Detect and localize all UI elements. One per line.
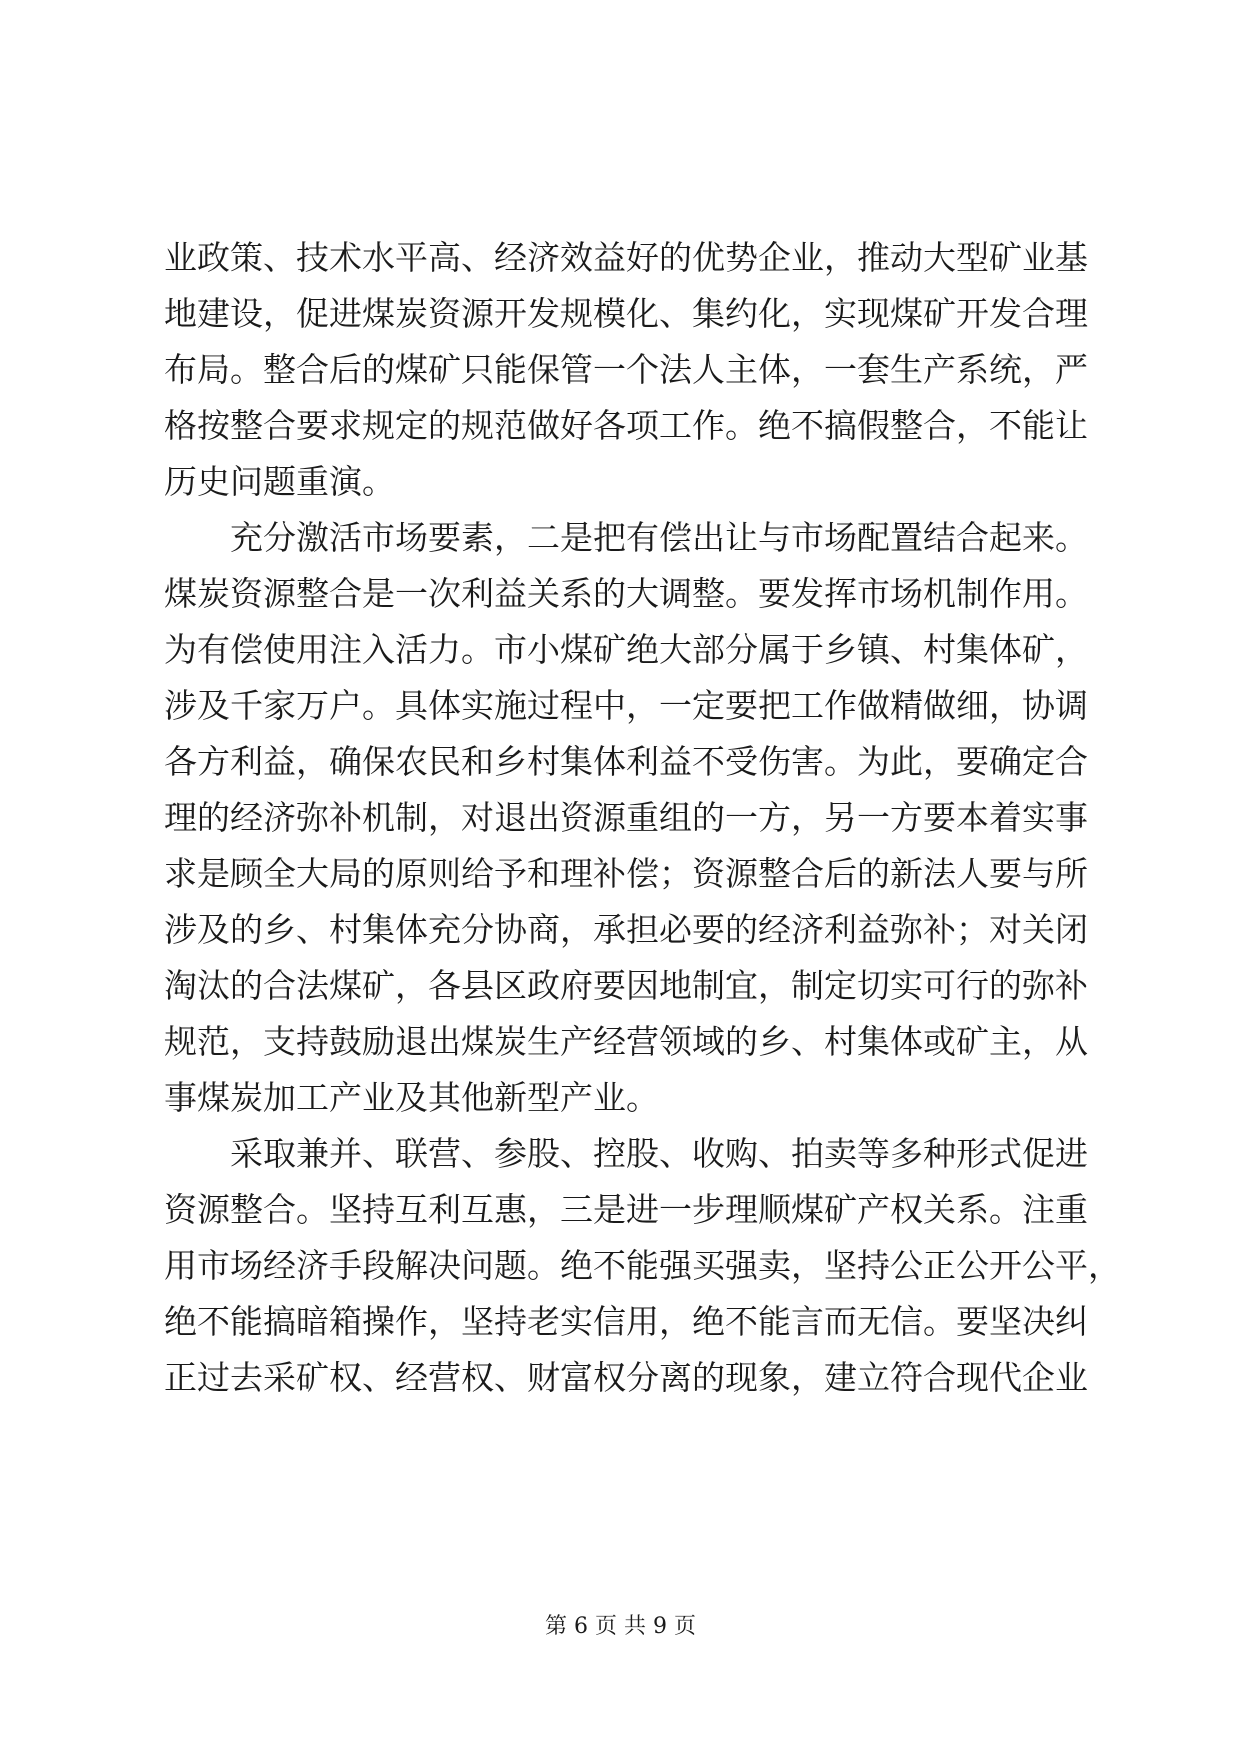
body-text-line: 各方利益，确保农民和乡村集体利益不受伤害。为此，要确定合 bbox=[164, 742, 1088, 781]
body-text-line: 资源整合。坚持互利互惠，三是进一步理顺煤矿产权关系。注重 bbox=[164, 1190, 1088, 1229]
body-text-line: 历史问题重演。 bbox=[164, 462, 395, 501]
body-text-line: 理的经济弥补机制，对退出资源重组的一方，另一方要本着实事 bbox=[164, 798, 1088, 837]
body-text-line: 充分激活市场要素，二是把有偿出让与市场配置结合起来。 bbox=[230, 518, 1088, 557]
body-text-line: 布局。整合后的煤矿只能保管一个法人主体，一套生产系统，严 bbox=[164, 350, 1088, 389]
body-text-line: 事煤炭加工产业及其他新型产业。 bbox=[164, 1078, 659, 1117]
body-text-line: 求是顾全大局的原则给予和理补偿；资源整合后的新法人要与所 bbox=[164, 854, 1088, 893]
body-text-line: 规范，支持鼓励退出煤炭生产经营领域的乡、村集体或矿主，从 bbox=[164, 1022, 1088, 1061]
body-text-line: 淘汰的合法煤矿，各县区政府要因地制宜，制定切实可行的弥补 bbox=[164, 966, 1088, 1005]
body-text-line: 用市场经济手段解决问题。绝不能强买强卖，坚持公正公开公平， bbox=[164, 1246, 1121, 1285]
body-text-line: 涉及的乡、村集体充分协商，承担必要的经济利益弥补；对关闭 bbox=[164, 910, 1088, 949]
body-text-line: 绝不能搞暗箱操作，坚持老实信用，绝不能言而无信。要坚决纠 bbox=[164, 1302, 1088, 1341]
body-text-line: 格按整合要求规定的规范做好各项工作。绝不搞假整合，不能让 bbox=[164, 406, 1088, 445]
body-text-line: 地建设，促进煤炭资源开发规模化、集约化，实现煤矿开发合理 bbox=[164, 294, 1088, 333]
body-text-line: 采取兼并、联营、参股、控股、收购、拍卖等多种形式促进 bbox=[230, 1134, 1088, 1173]
body-text-line: 涉及千家万户。具体实施过程中，一定要把工作做精做细，协调 bbox=[164, 686, 1088, 725]
body-text-line: 为有偿使用注入活力。市小煤矿绝大部分属于乡镇、村集体矿， bbox=[164, 630, 1088, 669]
body-text-line: 正过去采矿权、经营权、财富权分离的现象，建立符合现代企业 bbox=[164, 1358, 1088, 1397]
body-text-line: 业政策、技术水平高、经济效益好的优势企业，推动大型矿业基 bbox=[164, 238, 1088, 277]
page-number-footer: 第 6 页 共 9 页 bbox=[545, 1614, 696, 1639]
body-text-line: 煤炭资源整合是一次利益关系的大调整。要发挥市场机制作用。 bbox=[164, 574, 1088, 613]
